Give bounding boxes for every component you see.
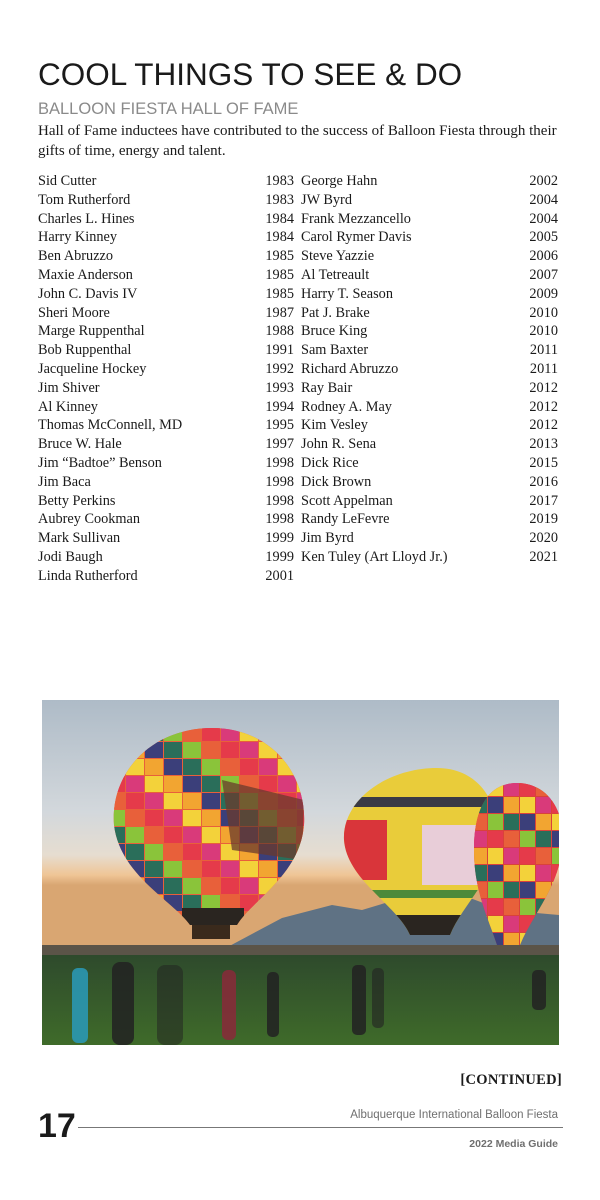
inductee-row	[301, 247, 558, 266]
inductee-year: 1999	[265, 548, 294, 565]
inductee-row	[38, 266, 294, 285]
inductee-row	[38, 473, 294, 492]
inductee-row	[38, 416, 294, 435]
inductee-year: 2005	[529, 229, 558, 246]
inductee-name: Ken Tuley (Art Lloyd Jr.)	[301, 548, 448, 565]
inductee-name: Sid Cutter	[38, 173, 97, 189]
inductee-year: 2004	[529, 191, 558, 208]
inductee-name: Rodney A. May	[301, 398, 392, 415]
inductee-year: 1987	[265, 304, 294, 321]
inductee-row	[38, 529, 294, 548]
inductee-year: 2006	[529, 248, 558, 265]
inductee-year: 2004	[529, 210, 558, 227]
inductee-row	[38, 435, 294, 454]
inductee-row	[38, 228, 294, 247]
inductee-row	[38, 341, 294, 360]
inductee-year: 2021	[529, 548, 558, 565]
inductee-row	[301, 379, 558, 398]
inductee-name: Jim Shiver	[38, 379, 100, 396]
inductee-name: Al Kinney	[38, 398, 98, 415]
inductee-row	[38, 172, 294, 191]
inductee-year: 1985	[265, 248, 294, 265]
inductee-row	[301, 548, 558, 567]
inductee-row	[38, 398, 294, 417]
inductee-name: George Hahn	[301, 173, 378, 189]
inductee-name: Bruce W. Hale	[38, 436, 122, 453]
inductee-name: Carol Rymer Davis	[301, 229, 412, 246]
inductee-name: Marge Ruppenthal	[38, 323, 145, 340]
inductee-year: 1998	[265, 473, 294, 490]
inductee-name: John R. Sena	[301, 436, 377, 453]
inductee-row	[301, 210, 558, 229]
intro-paragraph: Hall of Fame inductees have contributed to the success of Balloon Fiesta through their gifts of time, energy and talent.	[38, 123, 557, 159]
inductee-name: Maxie Anderson	[38, 266, 133, 283]
inductee-year: 1985	[265, 266, 294, 283]
inductee-row	[301, 529, 558, 548]
inductee-name: Kim Vesley	[301, 417, 368, 434]
inductee-row	[38, 454, 294, 473]
inductee-year: 1998	[265, 511, 294, 528]
inductee-name: Jacqueline Hockey	[38, 360, 147, 377]
inductee-year: 2013	[529, 436, 558, 453]
inductee-name: Bob Ruppenthal	[38, 342, 132, 359]
inductee-name: Harry T. Season	[301, 285, 393, 302]
inductee-year: 1985	[265, 285, 294, 302]
inductee-year: 2019	[529, 511, 558, 528]
inductee-name: Pat J. Brake	[301, 304, 370, 321]
inductee-row	[301, 266, 558, 285]
inductee-name: Dick Brown	[301, 473, 372, 490]
inductee-year: 2007	[529, 266, 558, 283]
inductee-row	[301, 510, 558, 529]
inductee-name: Thomas McConnell, MD	[38, 417, 183, 434]
inductee-row	[301, 304, 558, 323]
inductee-year: 2010	[529, 323, 558, 340]
inductee-list-left	[38, 172, 294, 586]
inductee-year: 1983	[265, 173, 294, 189]
inductee-row	[301, 454, 558, 473]
inductee-row	[38, 322, 294, 341]
inductee-name: John C. Davis IV	[38, 285, 138, 302]
inductee-row	[301, 322, 558, 341]
inductee-row	[301, 285, 558, 304]
inductee-year: 1999	[265, 530, 294, 547]
inductee-year: 1988	[265, 323, 294, 340]
inductee-year: 2015	[529, 454, 558, 471]
inductee-name: Dick Rice	[301, 454, 359, 471]
inductee-row	[38, 379, 294, 398]
inductee-year: 1995	[265, 417, 294, 434]
footer-divider	[78, 1127, 563, 1128]
inductee-row	[38, 247, 294, 266]
inductee-row	[301, 228, 558, 247]
inductee-name: Al Tetreault	[301, 266, 370, 283]
inductee-name: Linda Rutherford	[38, 567, 138, 584]
inductee-year: 1984	[265, 210, 294, 227]
inductee-year: 1991	[265, 342, 294, 359]
inductee-name: JW Byrd	[301, 191, 352, 208]
inductee-name: Jim Byrd	[301, 530, 354, 547]
inductee-row	[38, 285, 294, 304]
inductee-year: 1998	[265, 454, 294, 471]
inductee-row	[301, 435, 558, 454]
inductee-name: Sam Baxter	[301, 342, 369, 359]
inductee-name: Mark Sullivan	[38, 530, 121, 547]
inductee-name: Frank Mezzancello	[301, 210, 411, 227]
inductee-row	[38, 210, 294, 229]
inductee-year: 2012	[529, 417, 558, 434]
inductee-row	[301, 398, 558, 417]
inductee-year: 1994	[265, 398, 294, 415]
inductee-row	[301, 172, 558, 191]
inductee-row	[301, 191, 558, 210]
inductee-year: 2016	[529, 473, 558, 490]
inductee-name: Scott Appelman	[301, 492, 393, 509]
inductee-year: 2012	[529, 379, 558, 396]
section-subtitle: BALLOON FIESTA HALL OF FAME	[38, 100, 299, 118]
inductee-year: 2001	[265, 567, 294, 584]
inductee-year: 2017	[529, 492, 558, 509]
inductee-year: 1993	[265, 379, 294, 396]
inductee-row	[301, 473, 558, 492]
inductee-year: 1984	[265, 229, 294, 246]
inductee-row	[301, 341, 558, 360]
inductee-name: Betty Perkins	[38, 492, 116, 509]
inductee-name: Richard Abruzzo	[301, 360, 399, 377]
inductee-row	[38, 567, 294, 586]
inductee-row	[38, 360, 294, 379]
inductee-list-right	[301, 172, 558, 567]
inductee-name: Sheri Moore	[38, 304, 110, 321]
balloon-photo	[42, 700, 559, 1045]
inductee-year: 2009	[529, 285, 558, 302]
inductee-year: 2012	[529, 398, 558, 415]
inductee-name: Ray Bair	[301, 379, 353, 396]
balloon-photo-illustration	[42, 700, 559, 1045]
inductee-row	[38, 548, 294, 567]
page-title: COOL THINGS TO SEE & DO	[38, 56, 463, 92]
inductee-name: Harry Kinney	[38, 229, 118, 246]
inductee-name: Charles L. Hines	[38, 210, 135, 227]
page-number: 17	[38, 1107, 76, 1145]
inductee-year: 1983	[265, 191, 294, 208]
inductee-year: 2011	[529, 342, 558, 359]
inductee-name: Ben Abruzzo	[38, 248, 114, 265]
inductee-row	[38, 304, 294, 323]
footer-guide-title: 2022 Media Guide	[469, 1138, 558, 1150]
inductee-row	[301, 360, 558, 379]
inductee-year: 1992	[265, 360, 294, 377]
inductee-year: 2010	[529, 304, 558, 321]
inductee-year: 2020	[529, 530, 558, 547]
inductee-year: 2002	[529, 173, 558, 189]
inductee-row	[301, 492, 558, 511]
inductee-name: Jim Baca	[38, 473, 91, 490]
inductee-name: Randy LeFevre	[301, 511, 390, 528]
inductee-name: Jodi Baugh	[38, 548, 103, 565]
inductee-name: Tom Rutherford	[38, 191, 131, 208]
inductee-year: 1997	[265, 436, 294, 453]
inductee-row	[38, 191, 294, 210]
inductee-row	[301, 416, 558, 435]
inductee-row	[38, 492, 294, 511]
inductee-name: Aubrey Cookman	[38, 511, 141, 528]
inductee-name: Jim “Badtoe” Benson	[38, 454, 162, 471]
continued-label: [CONTINUED]	[460, 1072, 562, 1088]
footer-organization: Albuquerque International Balloon Fiesta	[350, 1109, 558, 1121]
inductee-year: 2011	[529, 360, 558, 377]
inductee-year: 1998	[265, 492, 294, 509]
inductee-name: Steve Yazzie	[301, 248, 375, 265]
inductee-row	[38, 510, 294, 529]
inductee-name: Bruce King	[301, 323, 368, 340]
